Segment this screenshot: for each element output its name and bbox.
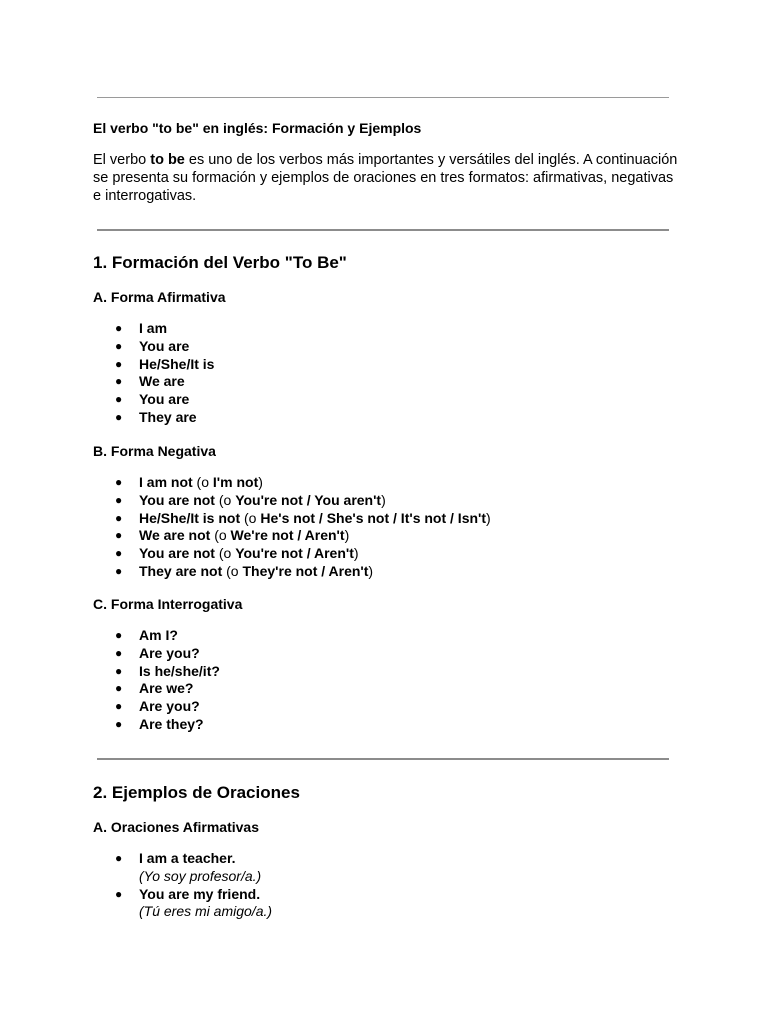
negative-main-text: He/She/It is not: [139, 509, 241, 526]
affirmative-form-heading: A. Forma Afirmativa: [93, 289, 226, 305]
negative-contraction-text: I'm not: [212, 474, 259, 490]
list-item: [93, 716, 220, 734]
negative-main-text: We are not: [139, 527, 211, 544]
affirmative-item-text: You are: [139, 337, 190, 354]
bullet-icon: ●: [115, 681, 123, 696]
list-item: [93, 645, 220, 663]
top-divider: [97, 97, 669, 98]
list-item: [93, 320, 214, 338]
negative-form-list: [93, 474, 491, 581]
list-item: [93, 680, 220, 698]
negative-suffix-text: ): [344, 527, 350, 544]
interrogative-item-text: Are they?: [139, 715, 204, 732]
bullet-icon: ●: [115, 392, 123, 406]
list-item: [93, 886, 272, 922]
interrogative-item-text: Is he/she/it?: [139, 662, 220, 679]
list-item: [93, 356, 214, 374]
list-item: [93, 492, 491, 510]
intro-paragraph: [93, 151, 683, 205]
bullet-icon: ●: [115, 492, 123, 507]
negative-prefix-text: (o: [240, 509, 261, 526]
negative-main-text: They are not: [139, 562, 223, 579]
bullet-icon: ●: [115, 321, 123, 335]
bullet-icon: ●: [115, 338, 123, 353]
bullet-icon: ●: [115, 851, 123, 865]
negative-suffix-text: ): [353, 545, 359, 561]
negative-contraction-text: They're not / Aren't: [242, 562, 369, 579]
negative-suffix-text: ): [258, 474, 263, 490]
list-item: [93, 474, 491, 492]
section-divider-1: [97, 229, 669, 231]
affirmative-sentences-heading: A. Oraciones Afirmativas: [93, 819, 259, 835]
list-item: [93, 527, 491, 545]
section1-heading: 1. Formación del Verbo "To Be": [93, 253, 347, 272]
bullet-icon: ●: [115, 356, 123, 371]
bullet-icon: ●: [115, 546, 123, 560]
negative-suffix-text: ): [381, 491, 386, 508]
interrogative-form-list: [93, 627, 220, 734]
negative-suffix-text: ): [486, 509, 491, 526]
bullet-icon: ●: [115, 645, 123, 660]
bullet-icon: ●: [115, 628, 123, 642]
negative-main-text: You are not: [139, 491, 215, 508]
bullet-icon: ●: [115, 716, 123, 731]
list-item: [93, 627, 220, 645]
intro-text-2: es uno de los verbos más importantes y versátiles del inglés. A continuación se presenta su formación y ejemplos de oraciones en tres formatos: afirmativas, negativas e interrogativas.: [93, 152, 678, 204]
negative-contraction-text: You're not / Aren't: [235, 545, 354, 561]
bullet-icon: ●: [115, 886, 123, 901]
bullet-icon: ●: [115, 528, 123, 543]
negative-contraction-text: You're not / You aren't: [235, 491, 382, 508]
interrogative-item-text: Are we?: [139, 680, 194, 697]
example-sentence: You are my friend.: [139, 885, 261, 902]
affirmative-item-text: We are: [139, 373, 185, 390]
list-item: [93, 850, 272, 886]
affirmative-item-text: I am: [139, 320, 168, 336]
list-item: [93, 373, 214, 391]
example-translation: (Tú eres mi amigo/a.): [139, 903, 273, 920]
interrogative-item-text: Are you?: [139, 698, 200, 714]
interrogative-form-heading: C. Forma Interrogativa: [93, 596, 243, 612]
list-item: [93, 563, 491, 581]
negative-contraction-text: He's not / She's not / It's not / Isn't: [260, 509, 487, 526]
list-item: [93, 391, 214, 409]
example-sentence: I am a teacher.: [139, 850, 236, 866]
affirmative-item-text: He/She/It is: [139, 355, 215, 372]
bullet-icon: ●: [115, 409, 123, 424]
negative-prefix-text: (o: [214, 545, 236, 561]
document-title: El verbo "to be" en inglés: Formación y Ejemplos: [93, 120, 422, 136]
section-divider-2: [97, 758, 669, 760]
negative-prefix-text: (o: [222, 562, 243, 579]
list-item: [93, 698, 220, 716]
section2-heading: 2. Ejemplos de Oraciones: [93, 783, 300, 802]
negative-prefix-text: (o: [192, 474, 213, 490]
example-translation: (Yo soy profesor/a.): [139, 867, 262, 884]
affirmative-item-text: They are: [139, 408, 197, 425]
negative-prefix-text: (o: [210, 527, 231, 544]
negative-main-text: You are not: [139, 545, 215, 561]
bullet-icon: ●: [115, 510, 123, 525]
interrogative-item-text: Am I?: [139, 627, 178, 643]
negative-suffix-text: ): [368, 562, 374, 579]
intro-text-1: El verbo: [93, 152, 151, 168]
list-item: [93, 338, 214, 356]
list-item: [93, 663, 220, 681]
affirmative-form-list: [93, 320, 214, 427]
bullet-icon: ●: [115, 699, 123, 713]
bullet-icon: ●: [115, 475, 123, 489]
affirmative-sentences-list: [93, 850, 272, 921]
affirmative-item-text: You are: [139, 391, 190, 407]
list-item: [93, 409, 214, 427]
negative-prefix-text: (o: [214, 491, 236, 508]
list-item: [93, 510, 491, 528]
list-item: [93, 545, 491, 563]
intro-bold-term: to be: [150, 152, 185, 168]
bullet-icon: ●: [115, 563, 123, 578]
bullet-icon: ●: [115, 663, 123, 678]
negative-contraction-text: We're not / Aren't: [230, 527, 345, 544]
interrogative-item-text: Are you?: [139, 644, 200, 661]
bullet-icon: ●: [115, 374, 123, 389]
negative-main-text: I am not: [139, 474, 193, 490]
negative-form-heading: B. Forma Negativa: [93, 443, 216, 459]
